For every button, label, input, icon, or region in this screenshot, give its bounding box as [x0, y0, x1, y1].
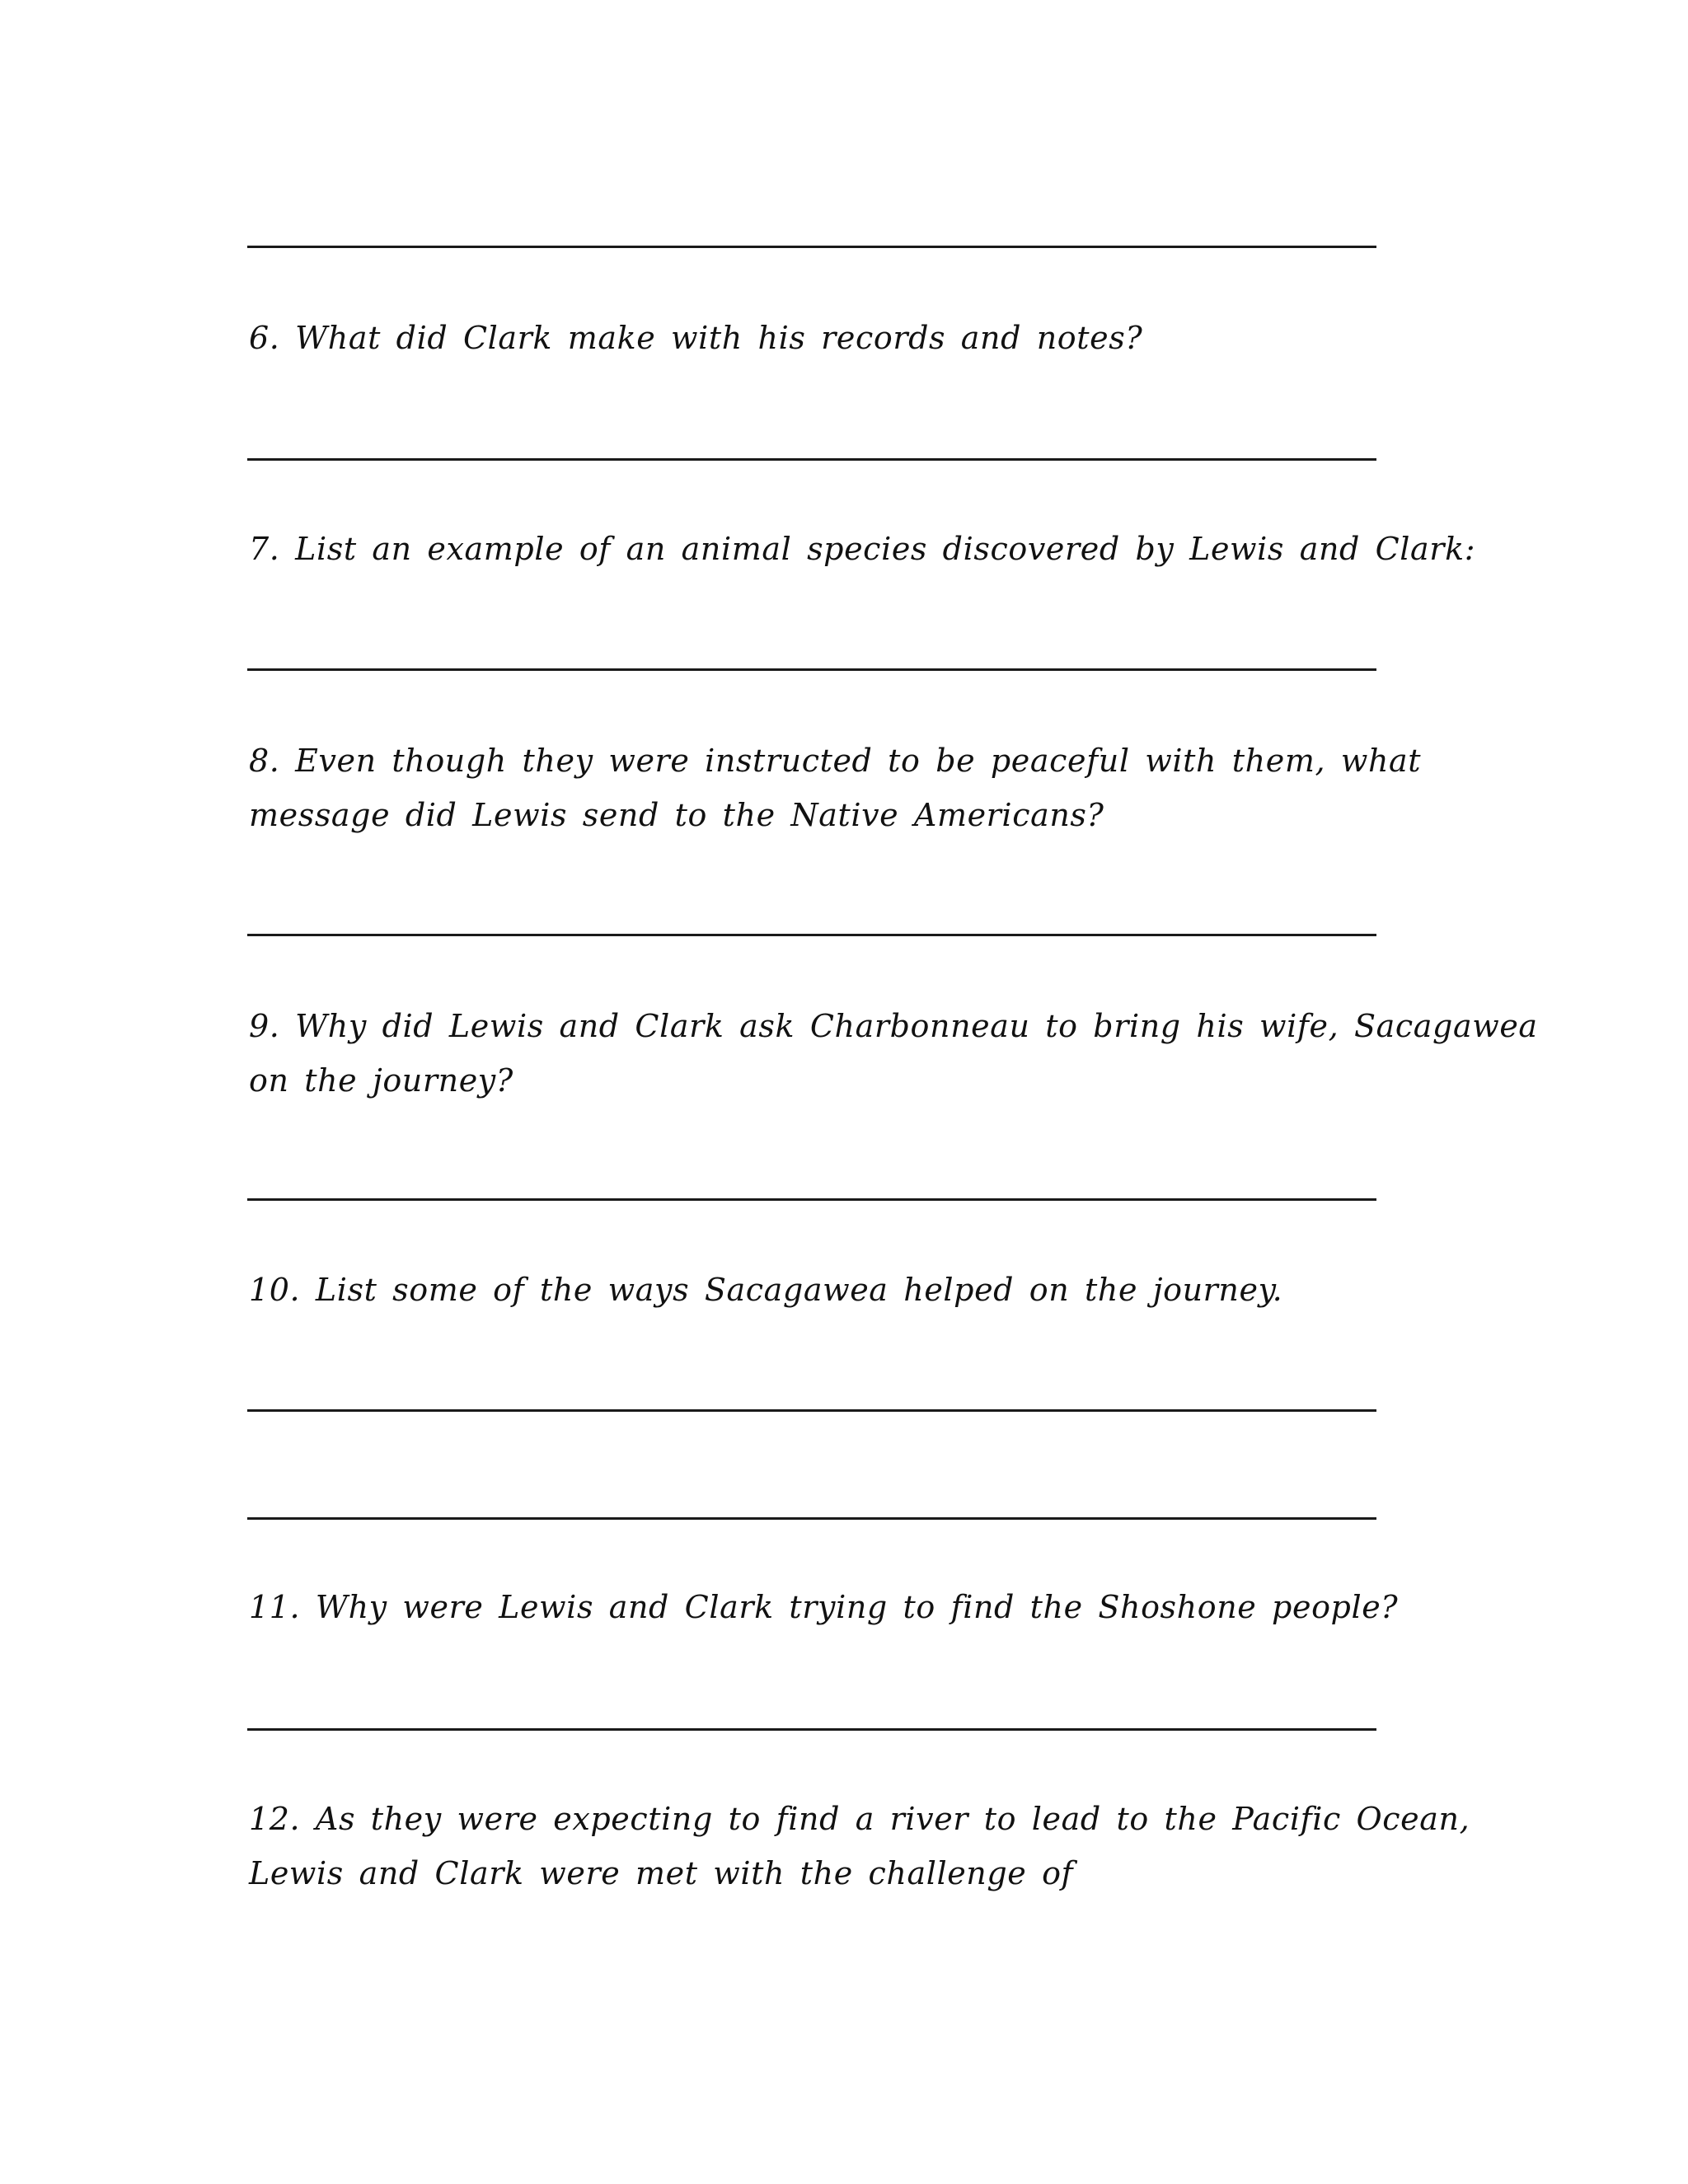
answer-line	[247, 1728, 1376, 1731]
question-7-text: 7. List an example of an animal species discovered by Lewis and Clark:	[249, 531, 1476, 567]
question-7	[249, 522, 1475, 576]
question-8	[249, 733, 1421, 842]
question-8-line-1: 8. Even though they were instructed to be peaceful with them, what	[249, 743, 1422, 779]
question-9-line-1: 9. Why did Lewis and Clark ask Charbonneau to bring his wife, Sacagawea	[249, 1008, 1538, 1044]
answer-line	[247, 1409, 1376, 1412]
answer-line	[247, 668, 1376, 671]
question-12	[249, 1792, 1470, 1900]
question-9-line-2: on the journey?	[249, 1062, 513, 1099]
answer-line	[247, 246, 1376, 248]
question-11	[249, 1580, 1398, 1634]
answer-line	[247, 1517, 1376, 1520]
question-10-text: 10. List some of the ways Sacagawea helped on the journey.	[249, 1272, 1283, 1308]
question-10	[249, 1263, 1282, 1317]
question-9	[249, 999, 1538, 1108]
question-8-line-2: message did Lewis send to the Native Americans?	[249, 797, 1104, 833]
answer-line	[247, 458, 1376, 461]
question-6-text: 6. What did Clark make with his records and notes?	[249, 320, 1143, 356]
question-6	[249, 311, 1142, 365]
answer-line	[247, 934, 1376, 936]
question-11-text: 11. Why were Lewis and Clark trying to find the Shoshone people?	[249, 1589, 1399, 1625]
question-12-line-2: Lewis and Clark were met with the challenge of	[249, 1855, 1074, 1891]
question-12-line-1: 12. As they were expecting to find a river to lead to the Pacific Ocean,	[249, 1801, 1470, 1837]
answer-line	[247, 1198, 1376, 1201]
